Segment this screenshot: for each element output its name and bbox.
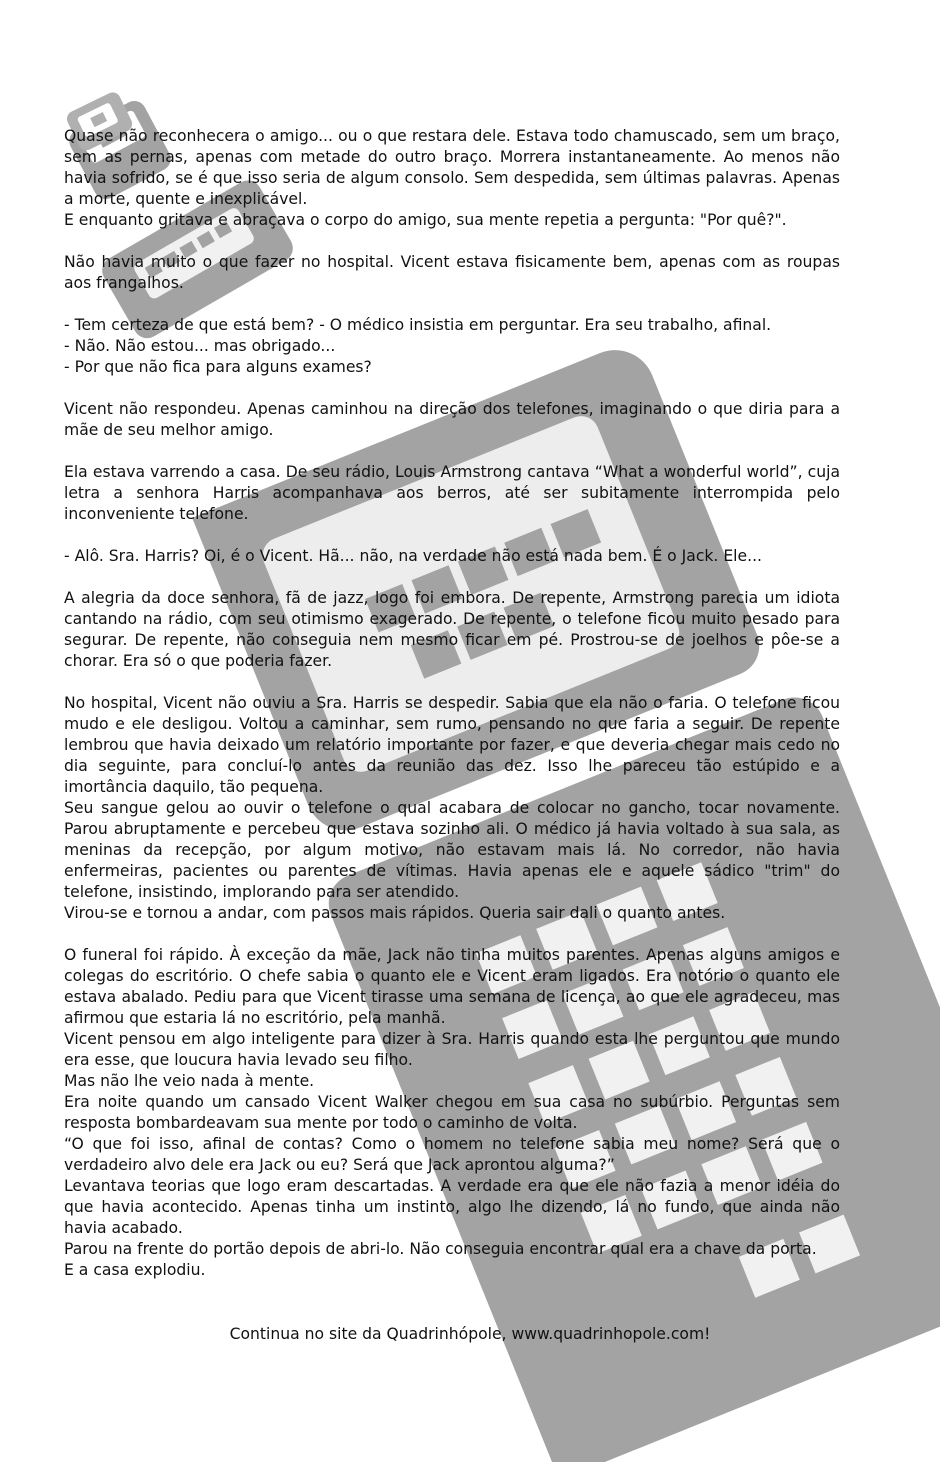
paragraph: O funeral foi rápido. À exceção da mãe, Jack não tinha muitos parentes. Apenas alguns amigos e colegas do escritório. O chefe sabia o quanto ele e Vicent eram ligados. Era notório o quanto ele estava abalado. Pediu para que Vicent tirasse uma semana de licença, ao que ele agradeceu, mas afirmou que estaria lá no escritório, pela manhã. Vicent pensou em algo inteligente para dizer à Sra. Harris quando esta lhe perguntou que mundo era esse, que loucura havia levado seu filho. Mas não lhe veio nada à mente. Era noite quando um cansado Vicent Walker chegou em sua casa no subúrbio. Perguntas sem resposta bombardeavam sua mente por todo o caminho de volta. “O que foi isso, afinal de contas? Como o homem no telefone sabia meu nome? Será que o verdadeiro alvo dele era Jack ou eu? Será que Jack aprontou alguma?” Levantava teorias que logo eram descartadas. A verdade era que ele não fazia a menor idéia do que havia acontecido. Apenas tinha um instinto, algo lhe dizendo, lá no fundo, que ainda não havia acabado. Parou na frente do portão depois de abri-lo. Não conseguia encontrar qual era a chave da porta. E a casa explodiu. xyxy=(64,946,840,1279)
story-text xyxy=(64,126,840,1281)
paragraph: Ela estava varrendo a casa. De seu rádio, Louis Armstrong cantava “What a wonderful world”, cuja letra a senhora Harris acompanhava aos berros, até ser subitamente interrompida pelo inconveniente telefone. xyxy=(64,463,840,523)
paragraph: A alegria da doce senhora, fã de jazz, logo foi embora. De repente, Armstrong parecia um idiota cantando na rádio, com seu otimismo exagerado. De repente, o telefone ficou muito pesado para segurar. De repente, não conseguia nem mesmo ficar em pé. Prostrou-se de joelhos e pôe-se a chorar. Era só o que poderia fazer. xyxy=(64,589,840,670)
paragraph: No hospital, Vicent não ouviu a Sra. Harris se despedir. Sabia que ela não o faria. O telefone ficou mudo e ele desligou. Voltou a caminhar, sem rumo, pensando no que faria a seguir. De repente lembrou que havia deixado um relatório importante por fazer, e que deveria chegar mais cedo no dia seguinte, para concluí-lo antes da reunião das dez. Isso lhe pareceu tão estúpido e a imortância daquilo, tão pequena. Seu sangue gelou ao ouvir o telefone o qual acabara de colocar no gancho, tocar novamente. Parou abruptamente e percebeu que estava sozinho ali. O médico já havia voltado à sua sala, as meninas da recepção, por algum motivo, não estavam mais lá. No corredor, não havia enfermeiras, pacientes ou parentes de vítimas. Havia apenas ele e aquele sádico "trim" do telefone, insistindo, implorando para ser atendido. Virou-se e tornou a andar, com passos mais rápidos. Queria sair dali o quanto antes. xyxy=(64,694,840,922)
continuation-note: Continua no site da Quadrinhópole, www.quadrinhopole.com! xyxy=(229,1325,711,1343)
paragraph: Vicent não respondeu. Apenas caminhou na direção dos telefones, imaginando o que diria para a mãe de seu melhor amigo. xyxy=(64,400,840,439)
paragraph: Quase não reconhecera o amigo... ou o que restara dele. Estava todo chamuscado, sem um braço, sem as pernas, apenas com metade do outro braço. Morrera instantaneamente. Ao menos não havia sofrido, se é que isso seria de algum consolo. Sem despedida, sem últimas palavras. Apenas a morte, quente e inexplicável. E enquanto gritava e abraçava o corpo do amigo, sua mente repetia a pergunta: "Por quê?". xyxy=(64,127,840,229)
paragraph: - Alô. Sra. Harris? Oi, é o Vicent. Hã... não, na verdade não está nada bem. É o Jack. Ele... xyxy=(64,547,762,565)
paragraph: - Tem certeza de que está bem? - O médico insistia em perguntar. Era seu trabalho, afinal. - Não. Não estou... mas obrigado... - Por que não fica para alguns exames? xyxy=(64,316,772,376)
paragraph: Não havia muito o que fazer no hospital. Vicent estava fisicamente bem, apenas com as roupas aos frangalhos. xyxy=(64,253,840,292)
